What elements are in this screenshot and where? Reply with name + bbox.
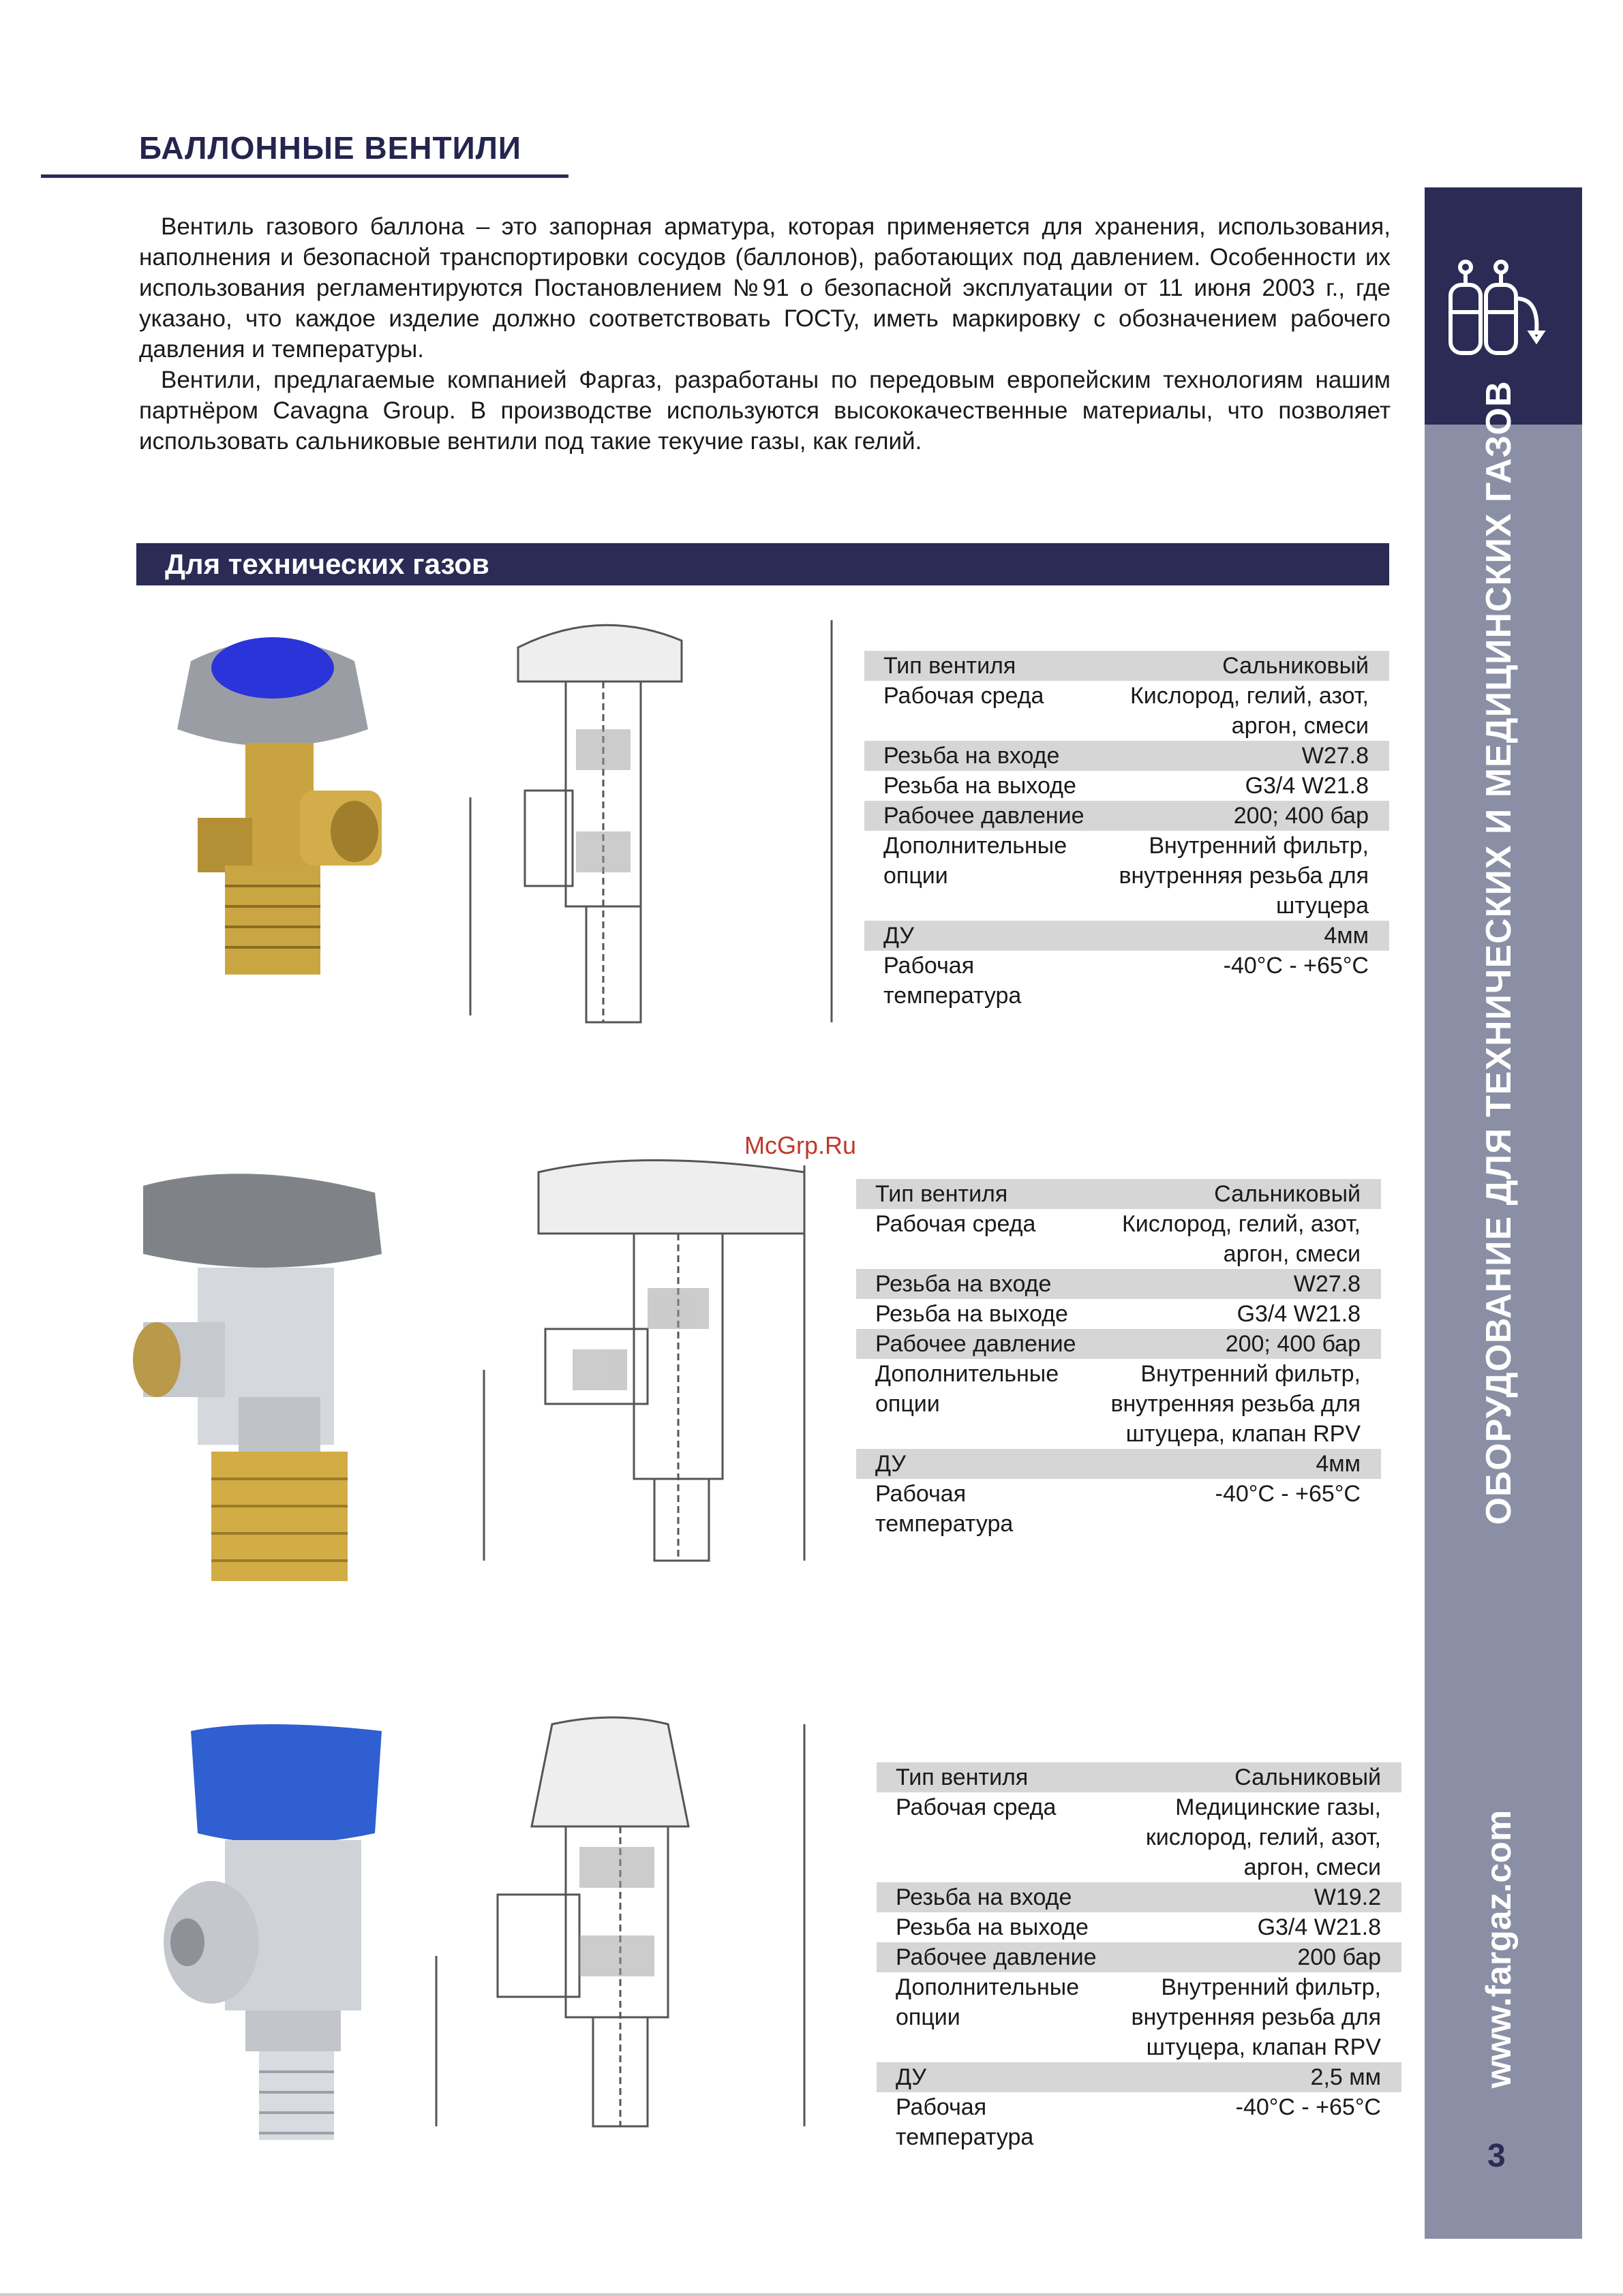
spec-value: Внутренний фильтр, внутренняя резьба для штуцера (1119, 833, 1369, 919)
spec-label: Резьба на выходе (875, 1301, 1068, 1327)
spec-label: Резьба на выходе (883, 773, 1076, 799)
spec-row (877, 1972, 1401, 2062)
spec-label: Тип вентиля (896, 1764, 1029, 1790)
watermark: McGrp.Ru (744, 1131, 857, 1159)
spec-value: 200; 400 бар (1225, 1331, 1361, 1357)
valve-photo-2 (41, 1165, 395, 1602)
spec-label: Резьба на входе (883, 743, 1060, 769)
spec-row (864, 771, 1389, 801)
spec-label: Рабочая температура (883, 953, 1022, 1009)
spec-value: 4мм (1324, 923, 1369, 949)
spec-row (877, 1942, 1401, 1972)
spec-value: G3/4 W21.8 (1245, 773, 1369, 799)
spec-label: Рабочая среда (896, 1794, 1057, 1820)
spec-label: Резьба на входе (896, 1884, 1072, 1910)
spec-row (856, 1449, 1381, 1479)
spec-row (877, 2092, 1401, 2152)
spec-label: Рабочее давление (875, 1331, 1076, 1357)
spec-label: Дополнительные опции (883, 833, 1067, 889)
intro-paragraph-2: Вентили, предлагаемые компанией Фаргаз, разработаны по передовым европейским технологиям нашим партнёром Cavagna Group. В производстве используются высококачественные материалы, что позволяет использовать сальниковые вентили под такие текучие газы, как гелий. (139, 367, 1391, 455)
spec-table-2 (856, 1179, 1381, 1539)
spec-value: Медицинские газы, кислород, гелий, азот, аргон, смеси (1145, 1794, 1381, 1880)
spec-row (877, 1912, 1401, 1942)
spec-row (856, 1359, 1381, 1449)
spec-value: Кислород, гелий, азот, аргон, смеси (1121, 1211, 1361, 1267)
spec-value: Сальниковый (1234, 1764, 1381, 1790)
spec-row (856, 1329, 1381, 1359)
spec-label: Резьба на выходе (896, 1914, 1089, 1940)
spec-label: Рабочее давление (896, 1944, 1097, 1970)
spec-row (864, 651, 1389, 681)
spec-row (856, 1179, 1381, 1209)
spec-value: -40°С - +65°С (1223, 953, 1369, 979)
spec-row (856, 1269, 1381, 1299)
spec-label: ДУ (875, 1451, 907, 1477)
spec-value: Сальниковый (1214, 1181, 1361, 1207)
spec-label: Рабочая температура (896, 2094, 1034, 2150)
spec-row (864, 831, 1389, 921)
section-title: Для технических газов (165, 548, 489, 580)
valve-photo-1 (136, 627, 409, 1036)
spec-label: Рабочая температура (875, 1481, 1014, 1537)
gas-cylinders-icon (1444, 258, 1553, 360)
spec-row (877, 1762, 1401, 1792)
spec-row (877, 1882, 1401, 1912)
spec-row (877, 1792, 1401, 1882)
spec-value: Кислород, гелий, азот, аргон, смеси (1129, 683, 1369, 739)
page-title: БАЛЛОННЫЕ ВЕНТИЛИ (139, 130, 521, 166)
spec-value: W19.2 (1314, 1884, 1381, 1910)
spec-label: Рабочая среда (883, 683, 1044, 709)
spec-value: G3/4 W21.8 (1257, 1914, 1381, 1940)
valve-drawing-1 (423, 607, 845, 1043)
spec-label: Тип вентиля (875, 1181, 1008, 1207)
side-title: ОБОРУДОВАНИЕ ДЛЯ ТЕХНИЧЕСКИХ И МЕДИЦИНСКИХ ГАЗОВ (1479, 380, 1519, 1525)
spec-row (864, 801, 1389, 831)
title-underline (41, 174, 568, 178)
spec-value: Сальниковый (1222, 653, 1369, 679)
spec-label: Тип вентиля (883, 653, 1016, 679)
valve-photo-3 (136, 1717, 395, 2154)
spec-value: G3/4 W21.8 (1237, 1301, 1361, 1327)
spec-value: 200; 400 бар (1233, 803, 1369, 829)
spec-table-1 (864, 651, 1389, 1011)
spec-row (864, 921, 1389, 951)
spec-label: ДУ (883, 923, 915, 949)
intro-paragraph-1: Вентиль газового баллона – это запорная арматура, которая применяется для хранения, использования, наполнения и безопасной транспортировки сосудов (баллонов), работающих под давлением. Особенности их использования регламентируются Постановлением №91 о безопасной эксплуатации от 11 июня 2003 г., где указано, что каждое изделие должно соответствовать ГОСТу, иметь маркировку с обозначением рабочего давления и температуры. (139, 213, 1391, 363)
spec-row (877, 2062, 1401, 2092)
spec-row (856, 1479, 1381, 1539)
spec-row (856, 1209, 1381, 1269)
spec-label: ДУ (896, 2064, 927, 2090)
spec-label: Рабочая среда (875, 1211, 1036, 1237)
intro-text (139, 211, 1391, 457)
spec-row (864, 681, 1389, 741)
spec-label: Рабочее давление (883, 803, 1084, 829)
spec-value: 200 бар (1297, 1944, 1381, 1970)
spec-value: W27.8 (1293, 1271, 1361, 1297)
page-number: 3 (1487, 2138, 1506, 2174)
bottom-rule (0, 2293, 1623, 2296)
spec-row (864, 741, 1389, 771)
spec-value: Внутренний фильтр, внутренняя резьба для штуцера, клапан RPV (1110, 1361, 1361, 1447)
section-header-bar (136, 543, 1389, 585)
spec-value: -40°С - +65°С (1235, 2094, 1381, 2120)
spec-label: Резьба на входе (875, 1271, 1052, 1297)
spec-table-3 (877, 1762, 1401, 2152)
valve-drawing-3 (423, 1711, 832, 2147)
spec-value: -40°С - +65°С (1215, 1481, 1361, 1507)
valve-drawing-2 (470, 1152, 825, 1581)
website-link[interactable]: www.fargaz.com (1479, 1809, 1519, 2089)
spec-label: Дополнительные опции (896, 1974, 1080, 2030)
spec-value: 4мм (1316, 1451, 1361, 1477)
spec-value: 2,5 мм (1310, 2064, 1381, 2090)
spec-value: W27.8 (1301, 743, 1369, 769)
spec-value: Внутренний фильтр, внутренняя резьба для штуцера, клапан RPV (1131, 1974, 1381, 2060)
spec-row (856, 1299, 1381, 1329)
spec-label: Дополнительные опции (875, 1361, 1059, 1417)
spec-row (864, 951, 1389, 1011)
